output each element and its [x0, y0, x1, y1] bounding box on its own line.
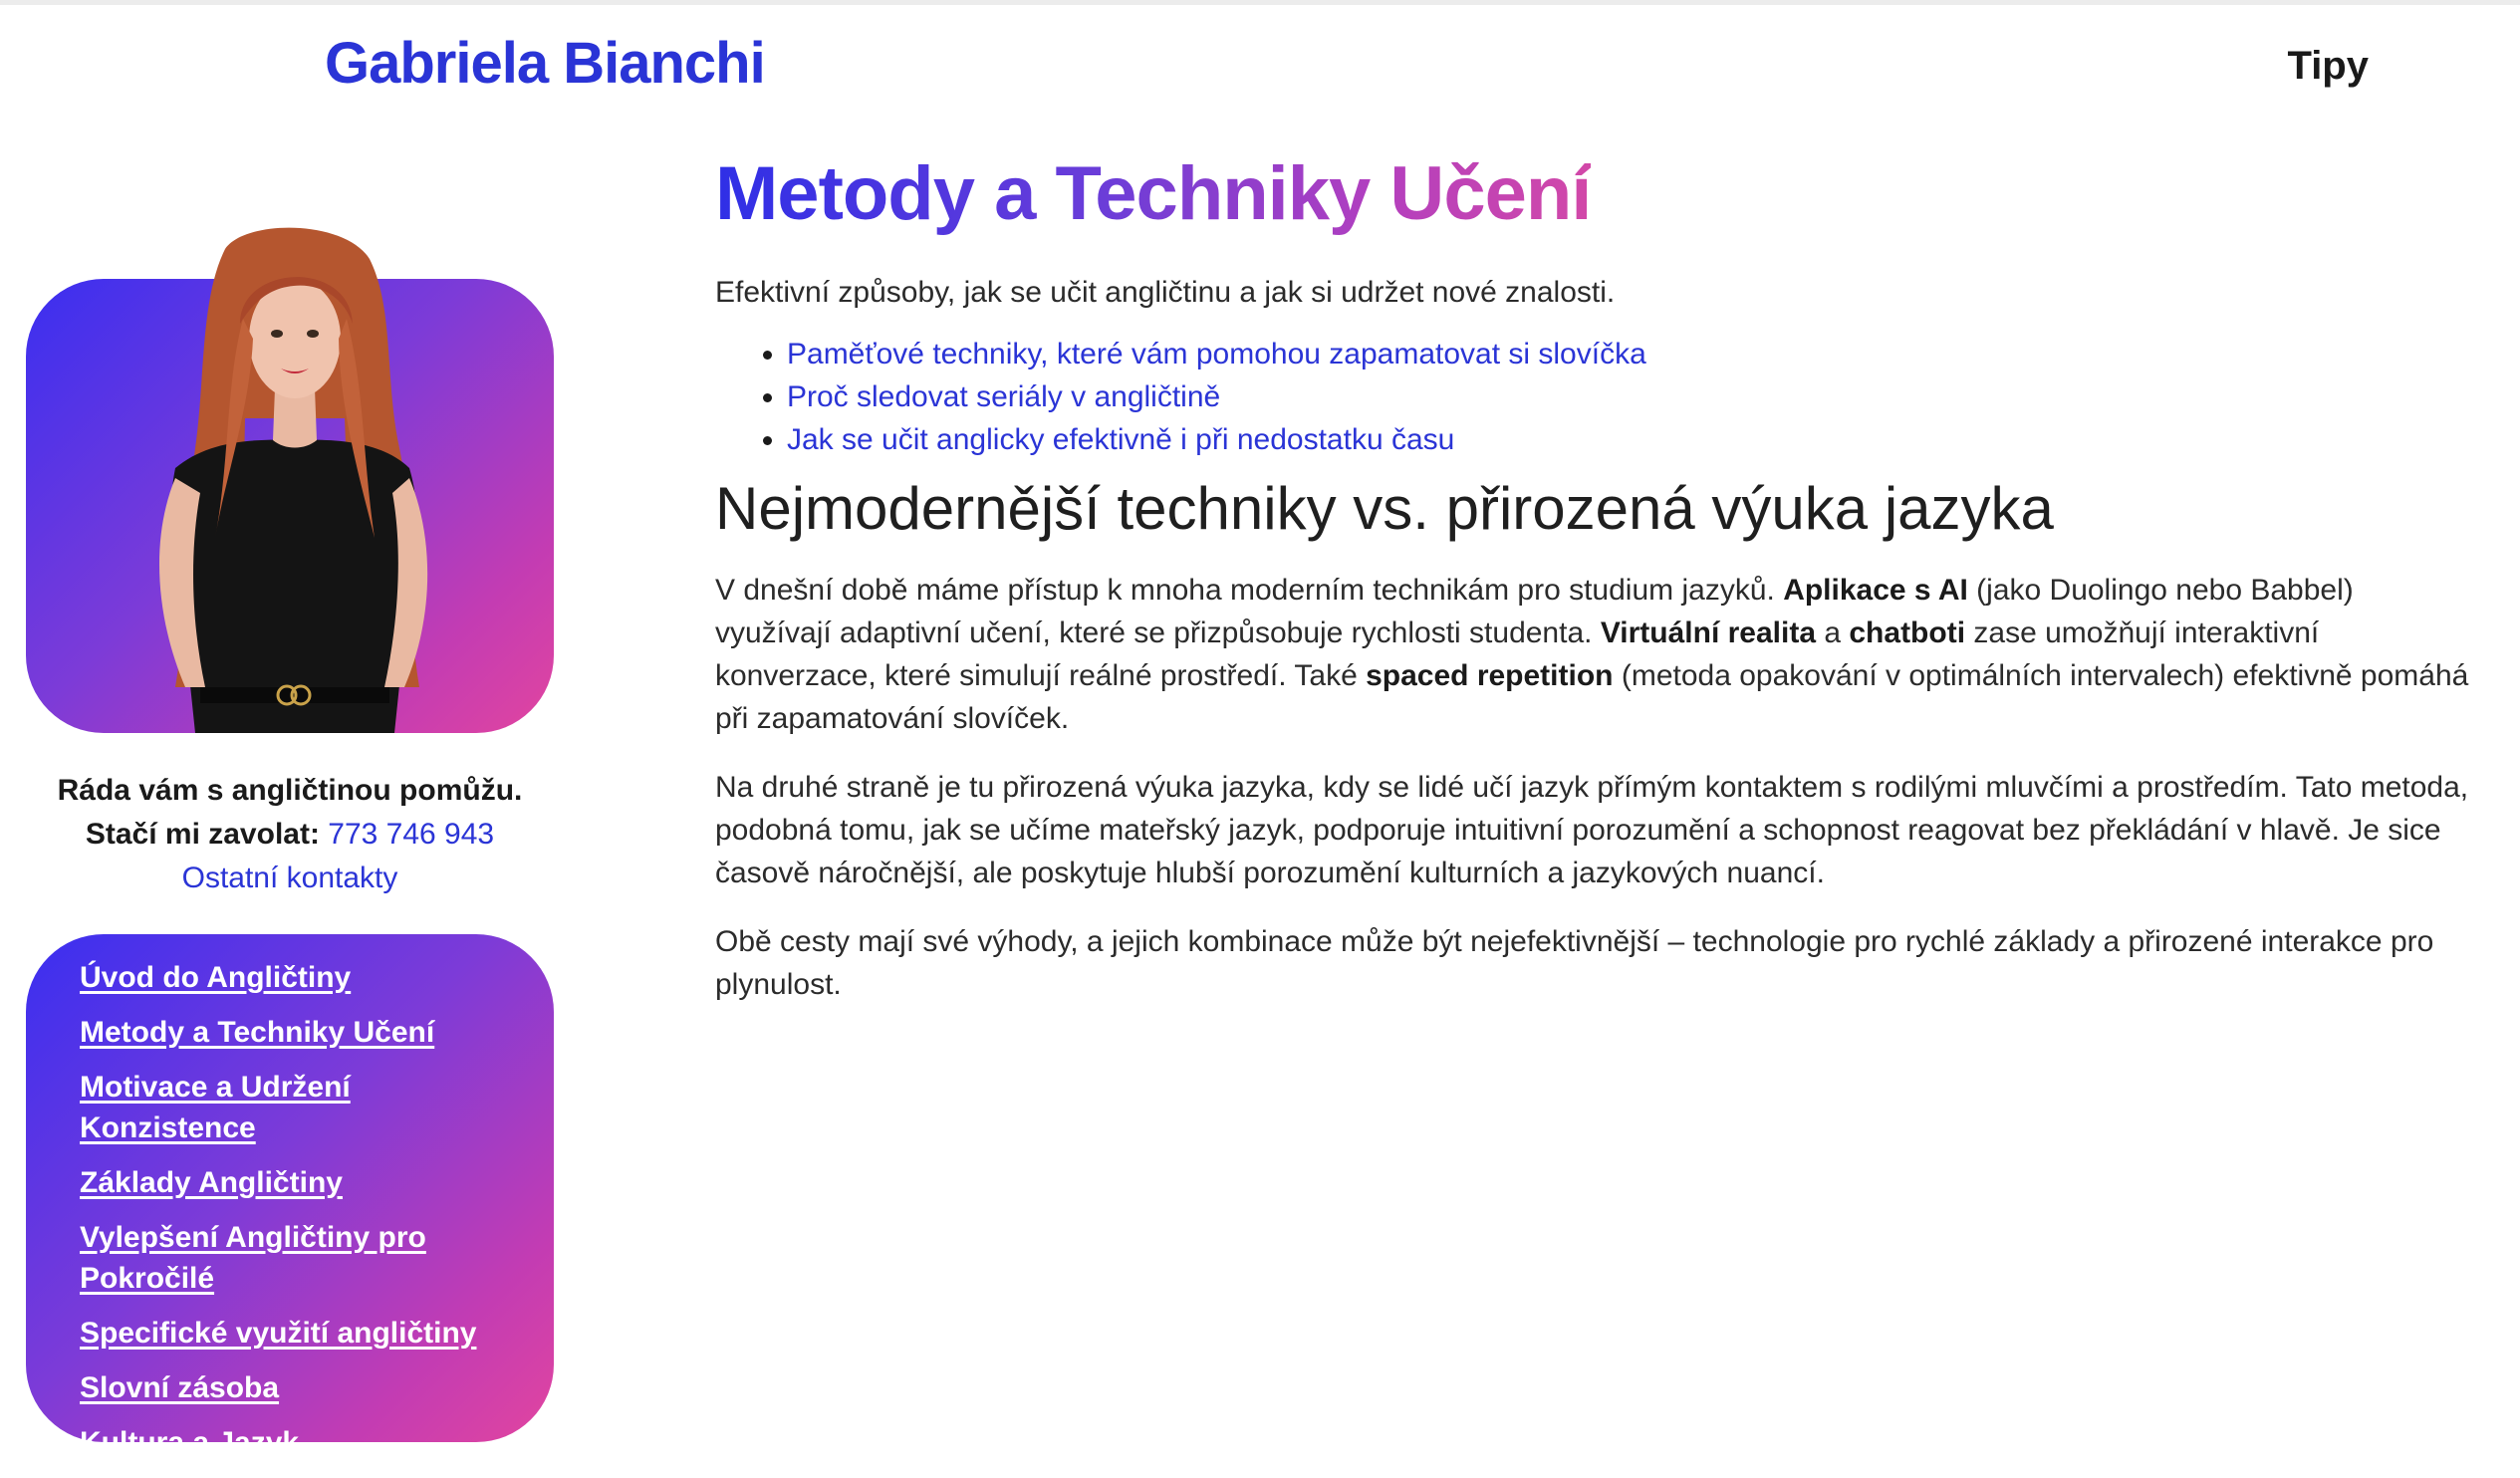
- site-brand-link[interactable]: Gabriela Bianchi: [325, 31, 765, 96]
- list-item: [787, 418, 2470, 461]
- nav-link-tipy[interactable]: Tipy: [2287, 44, 2369, 88]
- sidebar-item-kultura[interactable]: Kultura a Jazyk: [80, 1426, 300, 1459]
- phone-link[interactable]: 773 746 943: [328, 818, 495, 851]
- list-item: [80, 960, 514, 1001]
- other-contacts-link[interactable]: Ostatní kontakty: [181, 862, 398, 894]
- bold-term: chatboti: [1849, 616, 1966, 649]
- intro-text: Efektivní způsoby, jak se učit angličtinu a jak si udržet nové znalosti.: [715, 276, 1616, 309]
- list-item: [80, 1070, 514, 1151]
- list-item: [787, 333, 2470, 375]
- contact-phone-label: Stačí mi zavolat:: [85, 818, 320, 851]
- text-span: V dnešní době máme přístup k mnoha moderním technikám pro studium jazyků.: [715, 574, 1784, 607]
- sidebar-item-zaklady[interactable]: Základy Angličtiny: [80, 1166, 343, 1199]
- main-content: [715, 149, 2470, 1006]
- bold-term: Aplikace s AI: [1783, 574, 1968, 607]
- contact-block: [26, 769, 554, 900]
- sidebar-item-specificke[interactable]: Specifické využití angličtiny: [80, 1317, 477, 1350]
- article-link-serialy[interactable]: Proč sledovat seriály v angličtině: [787, 380, 1221, 413]
- sidebar-item-slovni-zasoba[interactable]: Slovní zásoba: [80, 1371, 280, 1404]
- text-span: a: [1816, 616, 1850, 649]
- text-span: (jako Duolingo nebo Babbel) využívají adaptivní učení, které se přizpůsobuje rychlosti studenta.: [715, 574, 2354, 649]
- list-item: [80, 1316, 514, 1356]
- paragraph-conclusion: Obě cesty mají své výhody, a jejich kombinace může být nejefektivnější – technologie pro rychlé základy a přirozené interakce pro plynulost.: [715, 925, 2434, 1001]
- list-item: [80, 1370, 514, 1411]
- list-item: [80, 1165, 514, 1206]
- sidebar-item-vylepseni[interactable]: Vylepšení Angličtiny pro Pokročilé: [80, 1221, 426, 1295]
- sidebar-menu: [26, 934, 554, 1459]
- top-divider: [0, 0, 2520, 5]
- list-item: [80, 1015, 514, 1056]
- article-links: [715, 333, 2470, 461]
- bold-term: Virtuální realita: [1600, 616, 1817, 649]
- article-link-nedostatek-casu[interactable]: Jak se učit anglicky efektivně i při nedostatku času: [787, 423, 1455, 456]
- section-heading: Nejmodernější techniky vs. přirozená výuka jazyka: [715, 475, 2054, 542]
- contact-intro: Ráda vám s angličtinou pomůžu.: [57, 774, 523, 807]
- profile-photo-card: [26, 279, 554, 733]
- text-span: (metoda opakování v optimálních intervalech) efektivně pomáhá při zapamatování slovíček.: [715, 659, 2469, 735]
- bold-term: spaced repetition: [1366, 659, 1614, 692]
- paragraph-modern-techniques: [715, 569, 2470, 740]
- page-title: Metody a Techniky Učení: [715, 149, 1591, 239]
- text-span: zase umožňují interaktivní konverzace, které simulují reálné prostředí. Také: [715, 616, 2320, 692]
- sidebar-item-motivace[interactable]: Motivace a Udržení Konzistence: [80, 1071, 351, 1144]
- sidebar-item-uvod[interactable]: Úvod do Angličtiny: [80, 961, 352, 994]
- list-item: [80, 1220, 514, 1302]
- list-item: [80, 1425, 514, 1466]
- profile-portrait-image: [26, 219, 554, 733]
- paragraph-natural-learning: Na druhé straně je tu přirozená výuka jazyka, kdy se lidé učí jazyk přímým kontaktem s rodilými mluvčími a prostředím. Tato metoda, podobná tomu, jak se učíme mateřský jazyk, podporuje intuitivní porozumění a schopnost reagovat bez překládání v hlavě. Je sice časově náročnější, ale poskytuje hlubší porozumění kulturních a jazykových nuancí.: [715, 771, 2469, 889]
- article-link-pametove-techniky[interactable]: Paměťové techniky, které vám pomohou zapamatovat si slovíčka: [787, 338, 1646, 370]
- list-item: [787, 375, 2470, 418]
- sidebar-item-metody[interactable]: Metody a Techniky Učení: [80, 1016, 435, 1049]
